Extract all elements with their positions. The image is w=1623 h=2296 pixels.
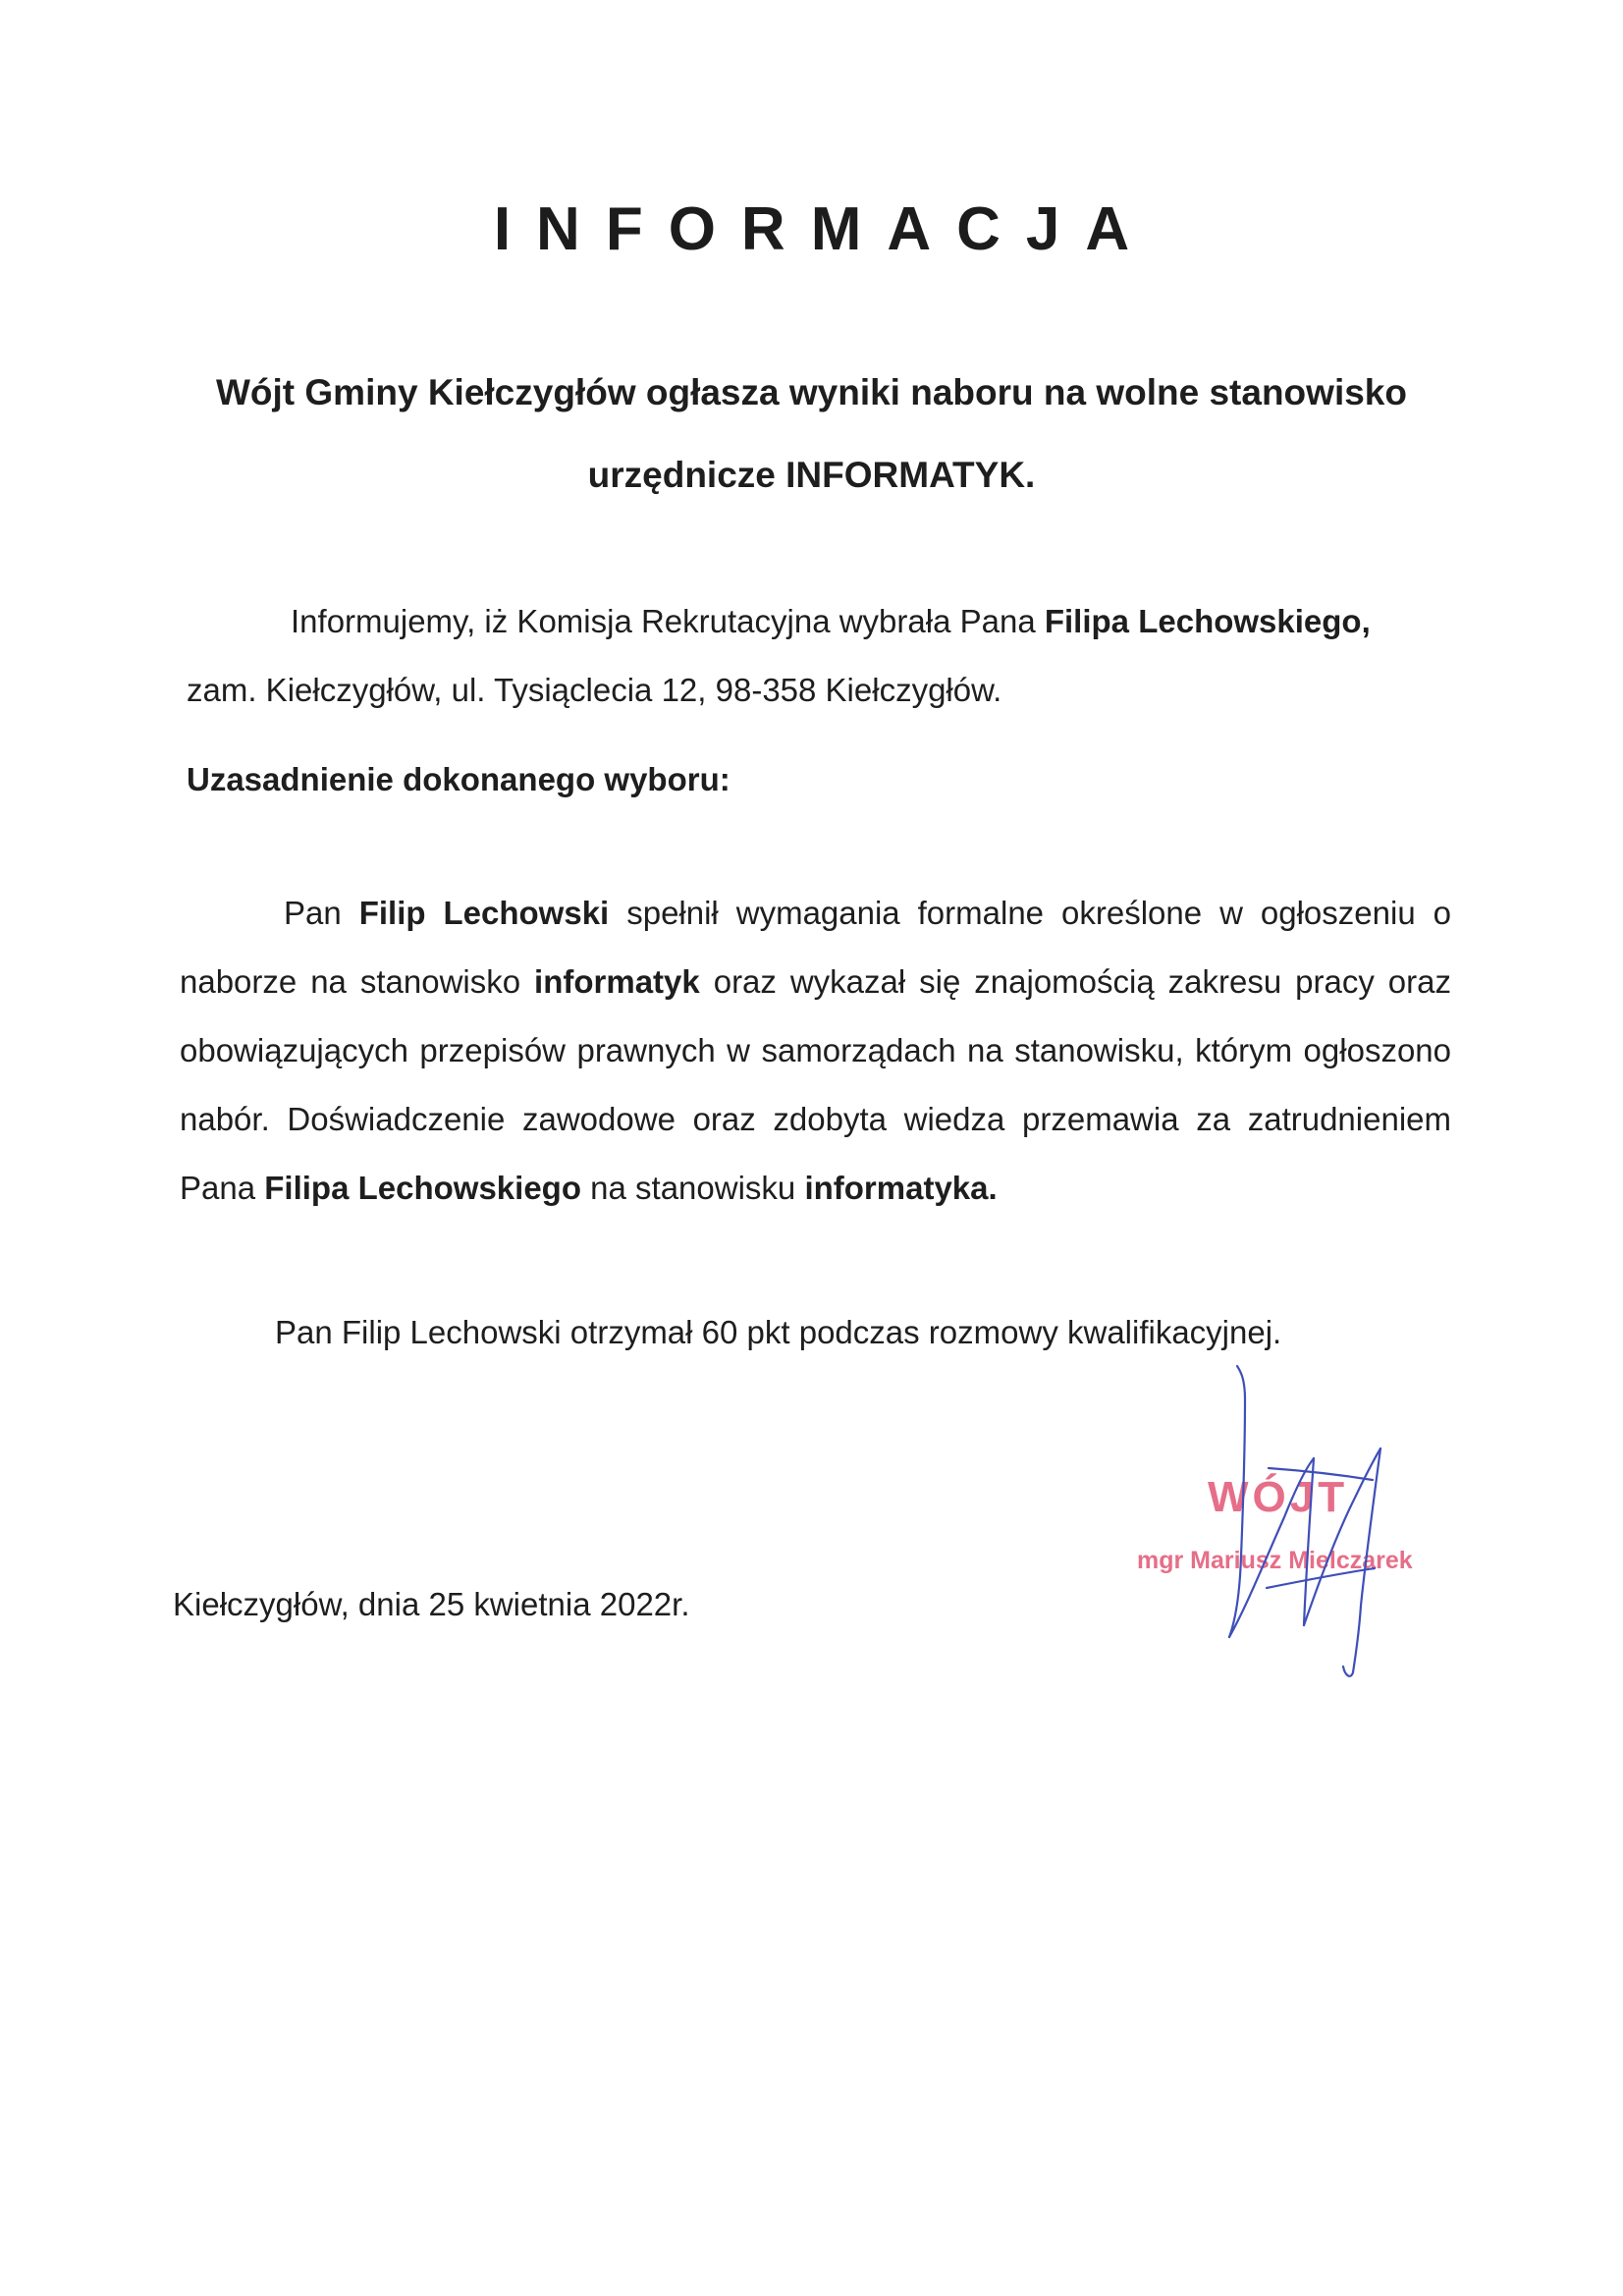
justification-bold-3: Filipa Lechowskiego — [264, 1170, 581, 1206]
justification-text-2: spełnił wymagania formalne określone w ogłoszeniu o naborze na stanowisko — [180, 895, 1452, 1000]
intro-text: Informujemy, iż Komisja Rekrutacyjna wybrała Pana — [291, 603, 1045, 639]
justification-bold-1: Filip Lechowski — [358, 895, 610, 931]
document-title: INFORMACJA — [493, 195, 1156, 263]
justification-bold-2: informatyk — [534, 963, 700, 1000]
document-heading — [137, 352, 1486, 517]
stamp-title: WÓJT — [1208, 1473, 1349, 1521]
justification-text-3: oraz wykazał się znajomością zakresu pracy oraz obowiązujących przepisów prawnych w samorządach na stanowisku, którym ogłoszono nabór. Doświadczenie zawodowe oraz zdobyta wiedza przemawia za zatrudnieniem Pana — [180, 963, 1451, 1206]
justification-bold-4: informatyka. — [804, 1170, 998, 1206]
document-date: Kiełczygłów, dnia 25 kwietnia 2022r. — [173, 1586, 690, 1622]
intro-line-2: zam. Kiełczygłów, ul. Tysiąclecia 12, 98-358 Kiełczygłów. — [187, 672, 1002, 708]
score-paragraph: Pan Filip Lechowski otrzymał 60 pkt podczas rozmowy kwalifikacyjnej. — [275, 1314, 1282, 1350]
heading-line-1: Wójt Gminy Kiełczygłów ogłasza wyniki naboru na wolne stanowisko — [216, 372, 1407, 412]
handwritten-signature — [1208, 1360, 1414, 1684]
candidate-name: Filipa Lechowskiego, — [1044, 603, 1371, 639]
justification-text-1: Pan — [284, 895, 359, 931]
justification-heading: Uzasadnienie dokonanego wyboru: — [187, 761, 730, 797]
stamp-name: mgr Mariusz Mielczarek — [1137, 1547, 1413, 1574]
intro-line-1 — [187, 587, 1483, 656]
heading-line-2: urzędnicze INFORMATYK. — [587, 455, 1036, 495]
justification-paragraph — [180, 879, 1451, 1223]
intro-paragraph — [187, 587, 1483, 725]
justification-text-4: na stanowisku — [580, 1170, 805, 1206]
